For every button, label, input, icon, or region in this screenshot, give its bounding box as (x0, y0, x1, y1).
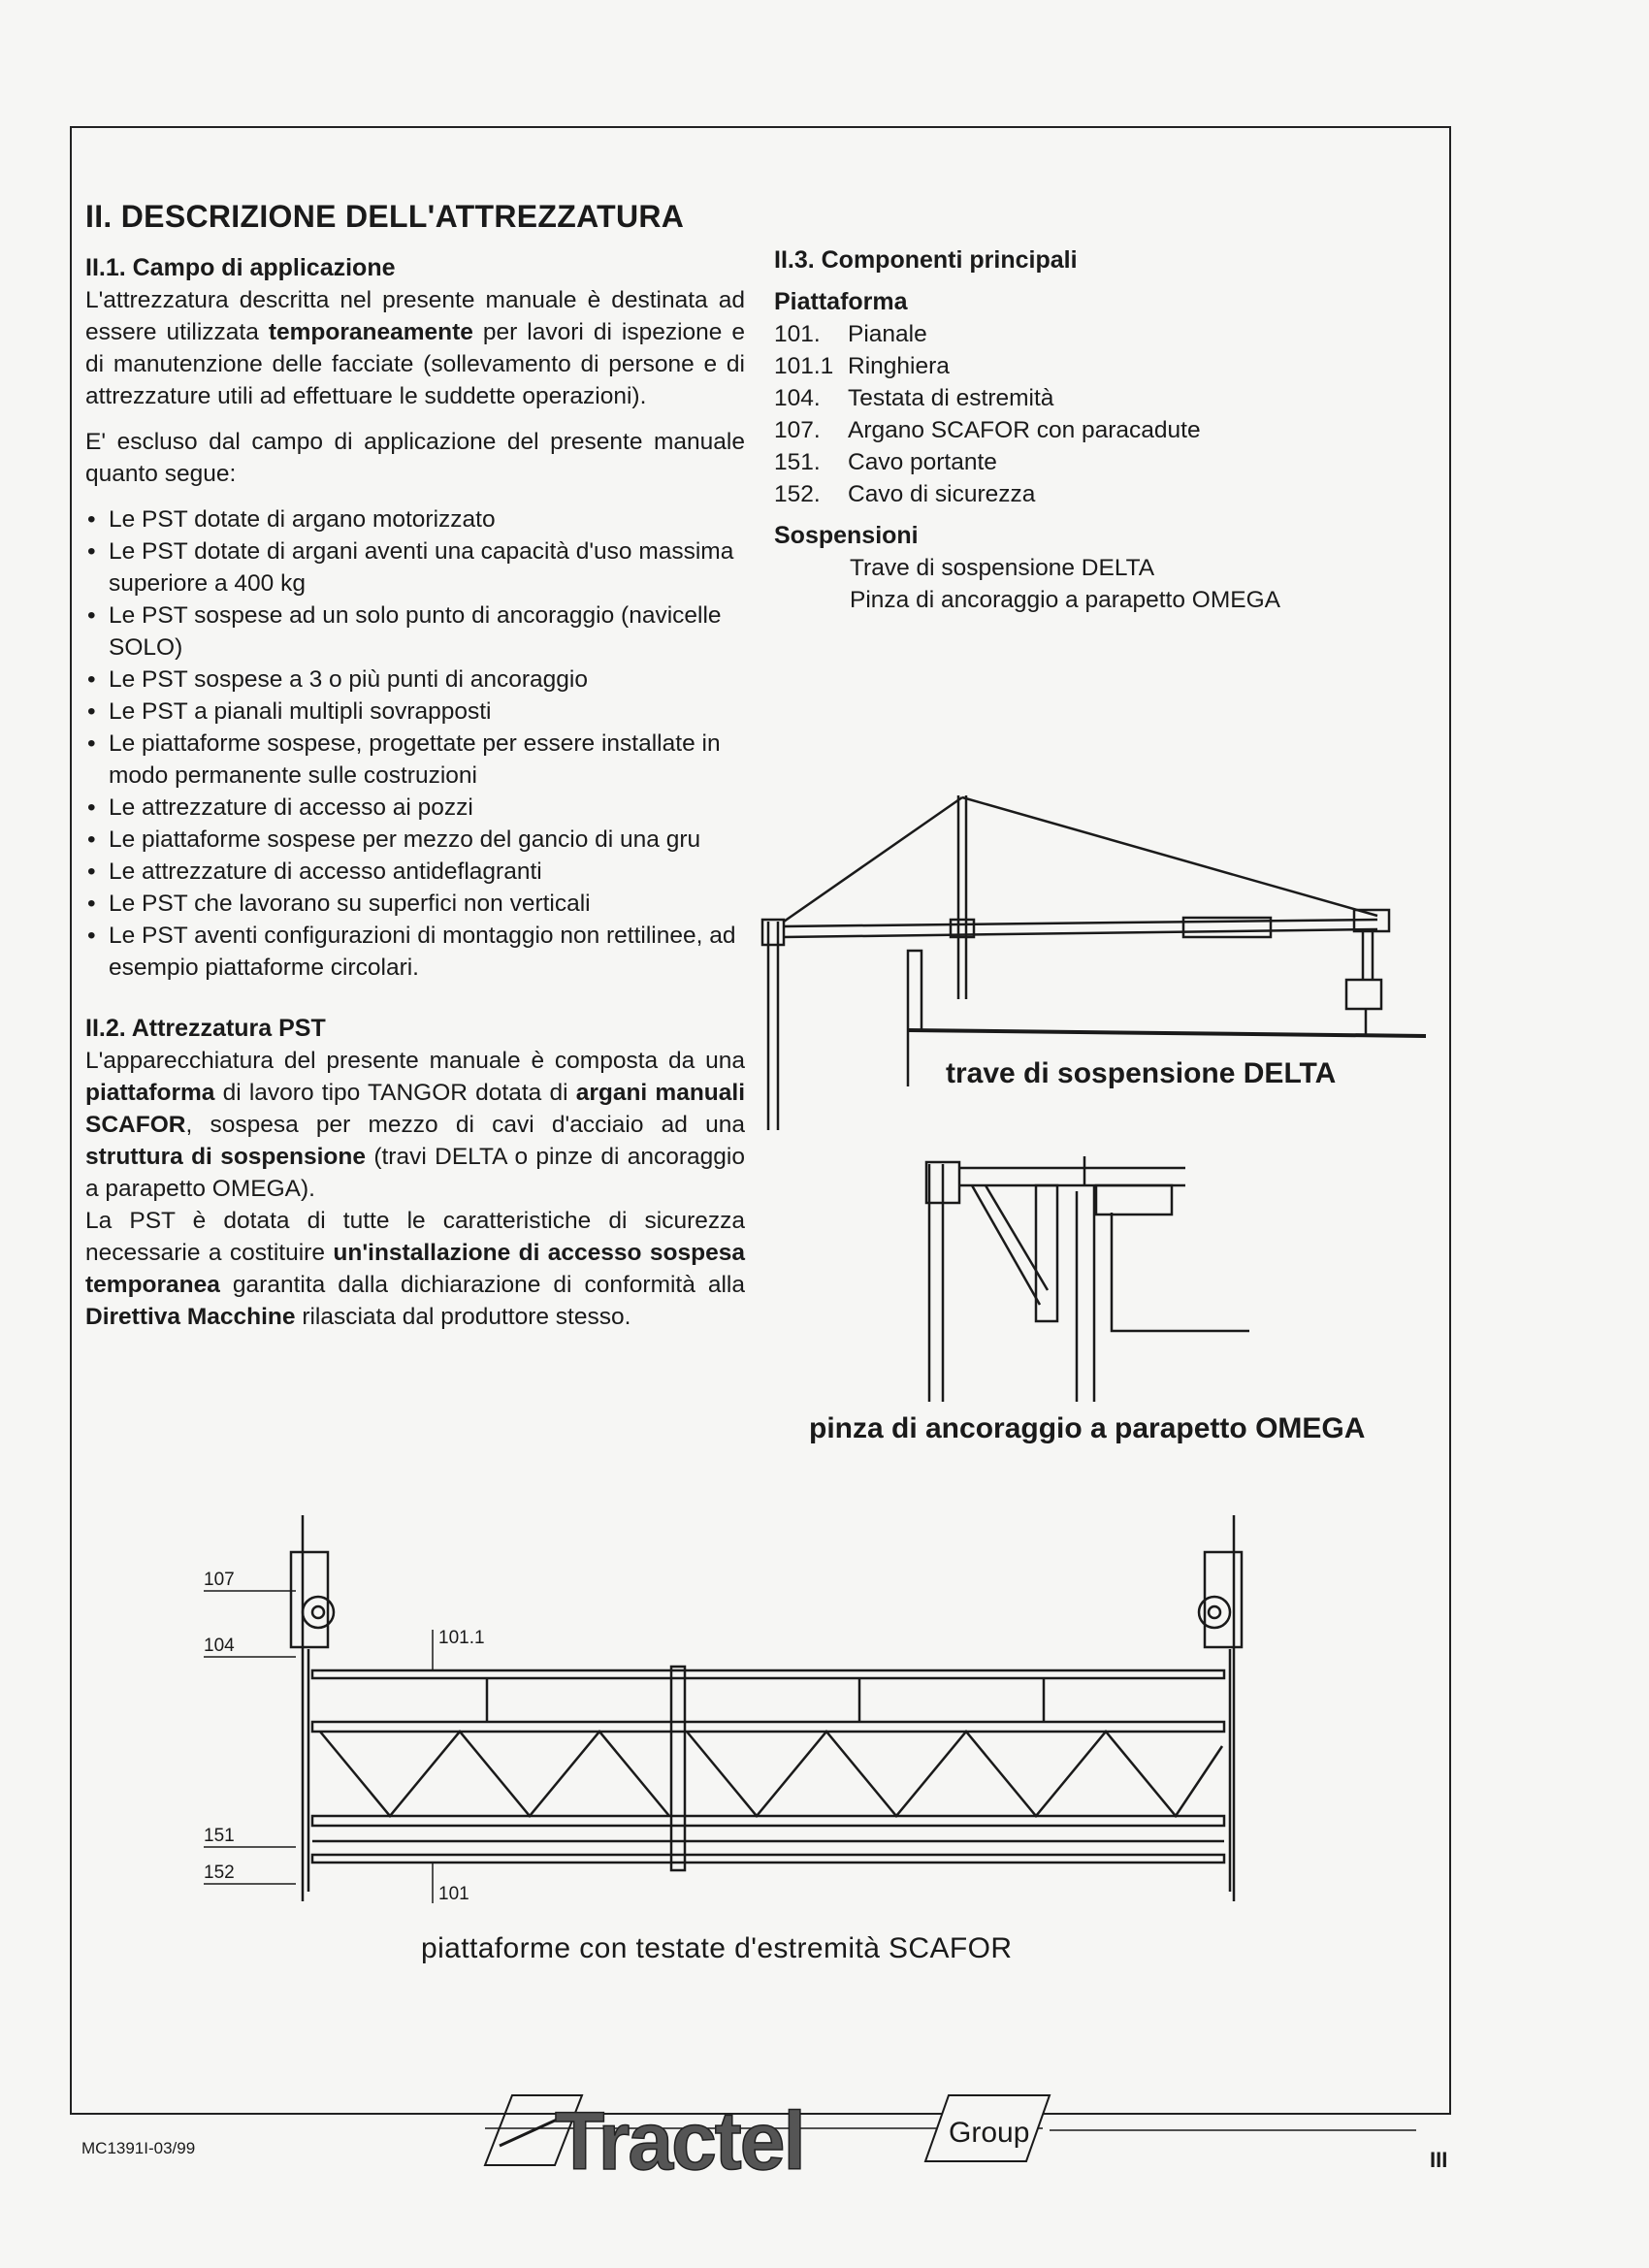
document-code: MC1391I-03/99 (81, 2139, 196, 2157)
logo-text: Tractel (555, 2095, 804, 2187)
s1-heading: II.1. Campo di applicazione (85, 254, 396, 281)
list-item: • Le PST dotate di argano motorizzato (85, 503, 745, 535)
page-number: III (1430, 2148, 1448, 2172)
list-item: • Le PST sospese ad un solo punto di ancoraggio (navicelle SOLO) (85, 599, 745, 664)
list-item: 101.1 Ringhiera (774, 353, 950, 379)
label-104: 104 (204, 1636, 235, 1656)
list-item: Trave di sospensione DELTA (850, 555, 1155, 581)
list-item: 152. Cavo di sicurezza (774, 481, 1036, 507)
caption-omega: pinza di ancoraggio a parapetto OMEGA (809, 1412, 1366, 1444)
s2-para2: La PST è dotata di tutte le caratteristiche di sicurezza necessarie a costituire un'installazione di accesso sospesa temporanea garantita dalla dichiarazione di conformità alla Direttiva Macchine rilasciata dal produttore stesso. (85, 1208, 745, 1330)
s2-para: L'apparecchiatura del presente manuale è composta da una piattaforma di lavoro tipo TANGOR dotata di argani manuali SCAFOR, sospesa per mezzo di cavi d'acciaio ad una struttura di sospensione (travi DELTA o pinze di ancoraggio a parapetto OMEGA). (85, 1048, 745, 1202)
label-151: 151 (204, 1826, 235, 1846)
caption-platform: piattaforme con testate d'estremità SCAFOR (421, 1932, 1013, 1964)
platform-heading: Piattaforma (774, 288, 908, 315)
list-item: • Le PST aventi configurazioni di montaggio non rettilinee, ad esempio piattaforme circolari. (85, 920, 745, 984)
list-item: • Le attrezzature di accesso ai pozzi (85, 792, 745, 824)
list-item: • Le PST dotate di argani aventi una capacità d'uso massima superiore a 400 kg (85, 535, 745, 599)
list-item: • Le attrezzature di accesso antideflagranti (85, 856, 745, 888)
label-101: 101 (438, 1884, 469, 1904)
logo-group-text: Group (949, 2117, 1030, 2149)
label-101-1: 101.1 (438, 1628, 485, 1648)
list-item: 151. Cavo portante (774, 449, 997, 475)
caption-delta: trave di sospensione DELTA (946, 1057, 1337, 1089)
list-item: • Le PST che lavorano su superfici non verticali (85, 888, 745, 920)
platform-drawing (204, 1515, 1242, 1903)
list-item: 101. Pianale (774, 321, 927, 347)
list-item: 104. Testata di estremità (774, 385, 1054, 411)
list-item: • Le PST sospese a 3 o più punti di ancoraggio (85, 664, 745, 696)
s1-para2: E' escluso dal campo di applicazione del presente manuale quanto segue: (85, 429, 745, 487)
list-item: • Le piattaforme sospese per mezzo del gancio di una gru (85, 824, 745, 856)
list-item: • Le piattaforme sospese, progettate per essere installate in modo permanente sulle costruzioni (85, 728, 745, 792)
list-item: Pinza di ancoraggio a parapetto OMEGA (850, 587, 1280, 613)
list-item: 107. Argano SCAFOR con paracadute (774, 417, 1201, 443)
omega-clamp-drawing (926, 1156, 1249, 1402)
tractel-logo (485, 2095, 1416, 2187)
suspension-heading: Sospensioni (774, 522, 919, 549)
s2-heading: II.2. Attrezzatura PST (85, 1015, 326, 1042)
label-107: 107 (204, 1570, 235, 1590)
label-152: 152 (204, 1863, 235, 1883)
section-title: II. DESCRIZIONE DELL'ATTREZZATURA (85, 199, 685, 234)
s3-heading: II.3. Componenti principali (774, 246, 1078, 274)
s1-para1: L'attrezzatura descritta nel presente manuale è destinata ad essere utilizzata temporaneamente per lavori di ispezione e di manutenzione delle facciate (sollevamento di persone e di attrezzature utili ad effettuare le suddette operazioni). (85, 287, 745, 409)
list-item: • Le PST a pianali multipli sovrapposti (85, 696, 745, 728)
